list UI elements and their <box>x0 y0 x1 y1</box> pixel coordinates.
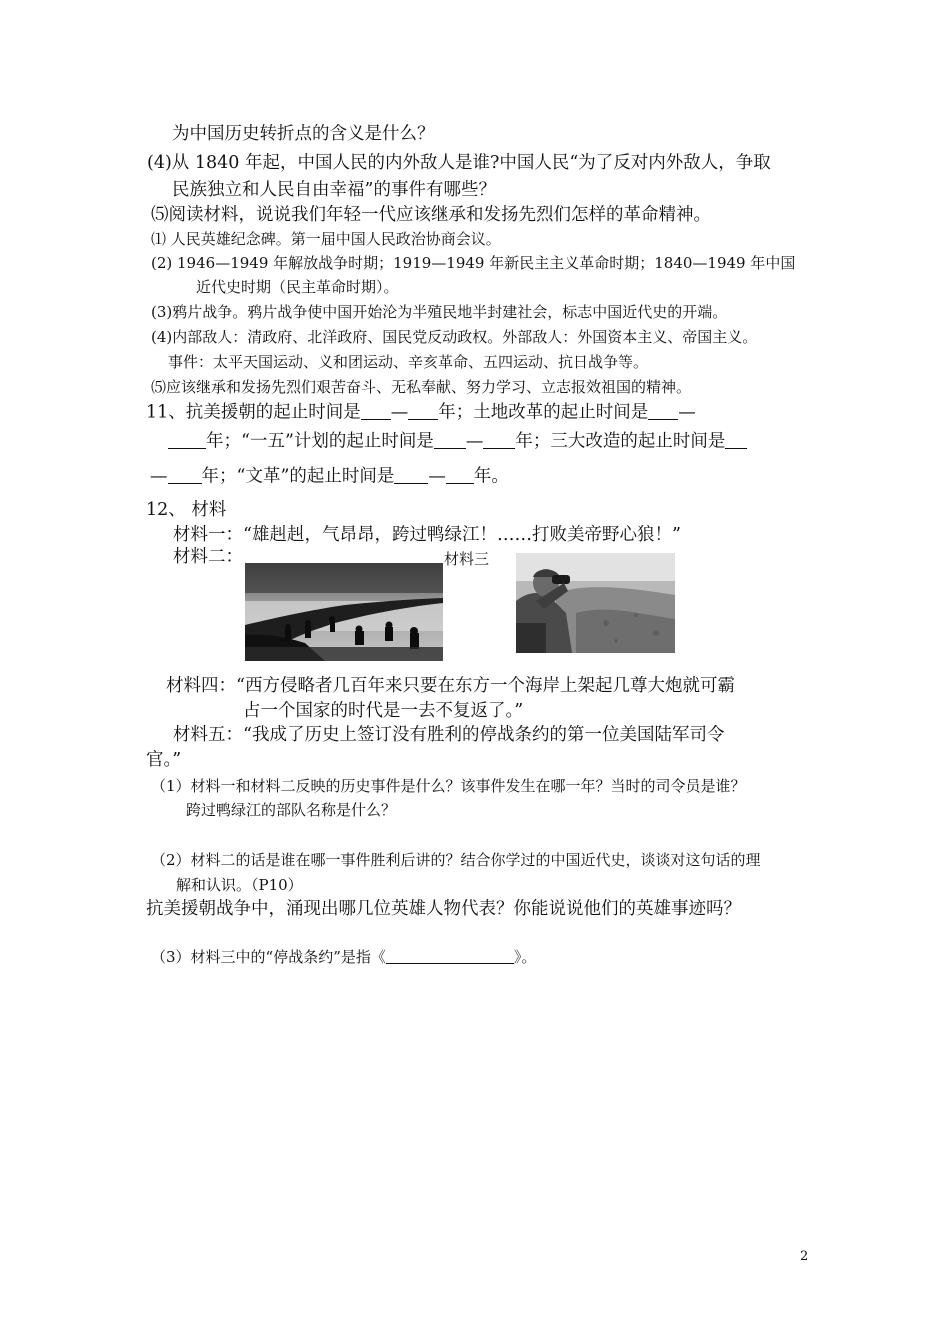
q11-line3: — 年；“文革”的起止时间是 — 年。 <box>150 466 509 487</box>
sub-question-2: （2）材料二的话是谁在哪一事件胜利后讲的？结合你学过的中国近代史，谈谈对这句话的理 <box>151 851 761 869</box>
blank[interactable] <box>361 401 391 420</box>
q10-line3: 民族独立和人民自由幸福”的事件有哪些？ <box>172 180 496 200</box>
blank[interactable] <box>434 430 466 449</box>
q11-line1: 11、抗美援朝的起止时间是 — 年；土地改革的起止时间是 — <box>146 402 696 423</box>
blank[interactable] <box>446 465 474 484</box>
material-3-label: 材料三 <box>444 550 490 568</box>
q12-title: 12、 材料 <box>146 500 227 520</box>
page-number: 2 <box>800 1249 809 1264</box>
answer-5: ⑸应该继承和发扬先烈们艰苦奋斗、无私奉献、努力学习、立志报效祖国的精神。 <box>151 378 692 396</box>
blank[interactable] <box>408 401 438 420</box>
answer-2: (2) 1946—1949 年解放战争时期；1919—1949 年新民主主义革命时期；1840—1949 年中国 <box>151 254 796 272</box>
blank[interactable] <box>483 430 515 449</box>
answer-1: ⑴ 人民英雄纪念碑。第一届中国人民政治协商会议。 <box>151 230 501 248</box>
blank[interactable] <box>394 465 428 484</box>
blank[interactable] <box>168 430 206 449</box>
material-3-photo <box>516 553 675 653</box>
sub-question-2-cont: 解和认识。（P10） <box>176 876 303 894</box>
blank[interactable] <box>168 465 202 484</box>
answer-3: (3)鸦片战争。鸦片战争使中国开始沦为半殖民地半封建社会，标志中国近代史的开端。 <box>151 303 728 321</box>
sub-question-3: （3）材料三中的“停战条约”是指《 》。 <box>151 948 537 966</box>
q10-line1: 为中国历史转折点的含义是什么？ <box>172 124 435 144</box>
q10-line4: ⑸阅读材料，说说我们年轻一代应该继承和发扬先烈们怎样的革命精神。 <box>151 205 711 225</box>
sub-question-1: （1）材料一和材料二反映的历史事件是什么？该事件发生在哪一年？当时的司令员是谁？ <box>151 777 746 795</box>
answer-blank[interactable] <box>386 948 514 964</box>
blank[interactable] <box>725 430 747 449</box>
material-5: 材料五：“我成了历史上签订没有胜利的停战条约的第一位美国陆军司令 <box>173 725 725 745</box>
sub-question-1-cont: 跨过鸭绿江的部队名称是什么？ <box>186 801 397 819</box>
material-4: 材料四：“西方侵略者几百年来只要在东方一个海岸上架起几尊大炮就可霸 <box>166 676 735 696</box>
material-4-cont: 占一个国家的时代是一去不复返了。” <box>243 701 524 721</box>
answer-4: (4)内部敌人：清政府、北洋政府、国民党反动政权。外部敌人：外国资本主义、帝国主义。 <box>151 328 758 346</box>
answer-4-cont: 事件：太平天国运动、义和团运动、辛亥革命、五四运动、抗日战争等。 <box>168 353 649 371</box>
sub-question-2-extra: 抗美援朝战争中，涌现出哪几位英雄人物代表？你能说说他们的英雄事迹吗？ <box>146 899 741 919</box>
blank[interactable] <box>648 401 678 420</box>
q11-line2: 年；“一五”计划的起止时间是 — 年；三大改造的起止时间是 <box>168 430 747 453</box>
material-5-cont: 官。” <box>146 750 182 770</box>
material-1: 材料一：“雄赳赳，气昂昂，跨过鸭绿江！……打败美帝野心狼！” <box>173 525 681 545</box>
material-2-label: 材料二： <box>173 547 243 567</box>
material-2-photo <box>245 563 443 661</box>
answer-2-cont: 近代史时期（民主革命时期）。 <box>196 278 399 296</box>
q10-line2: (4)从 1840 年起，中国人民的内外敌人是谁?中国人民“为了反对内外敌人，争取 <box>147 153 771 173</box>
